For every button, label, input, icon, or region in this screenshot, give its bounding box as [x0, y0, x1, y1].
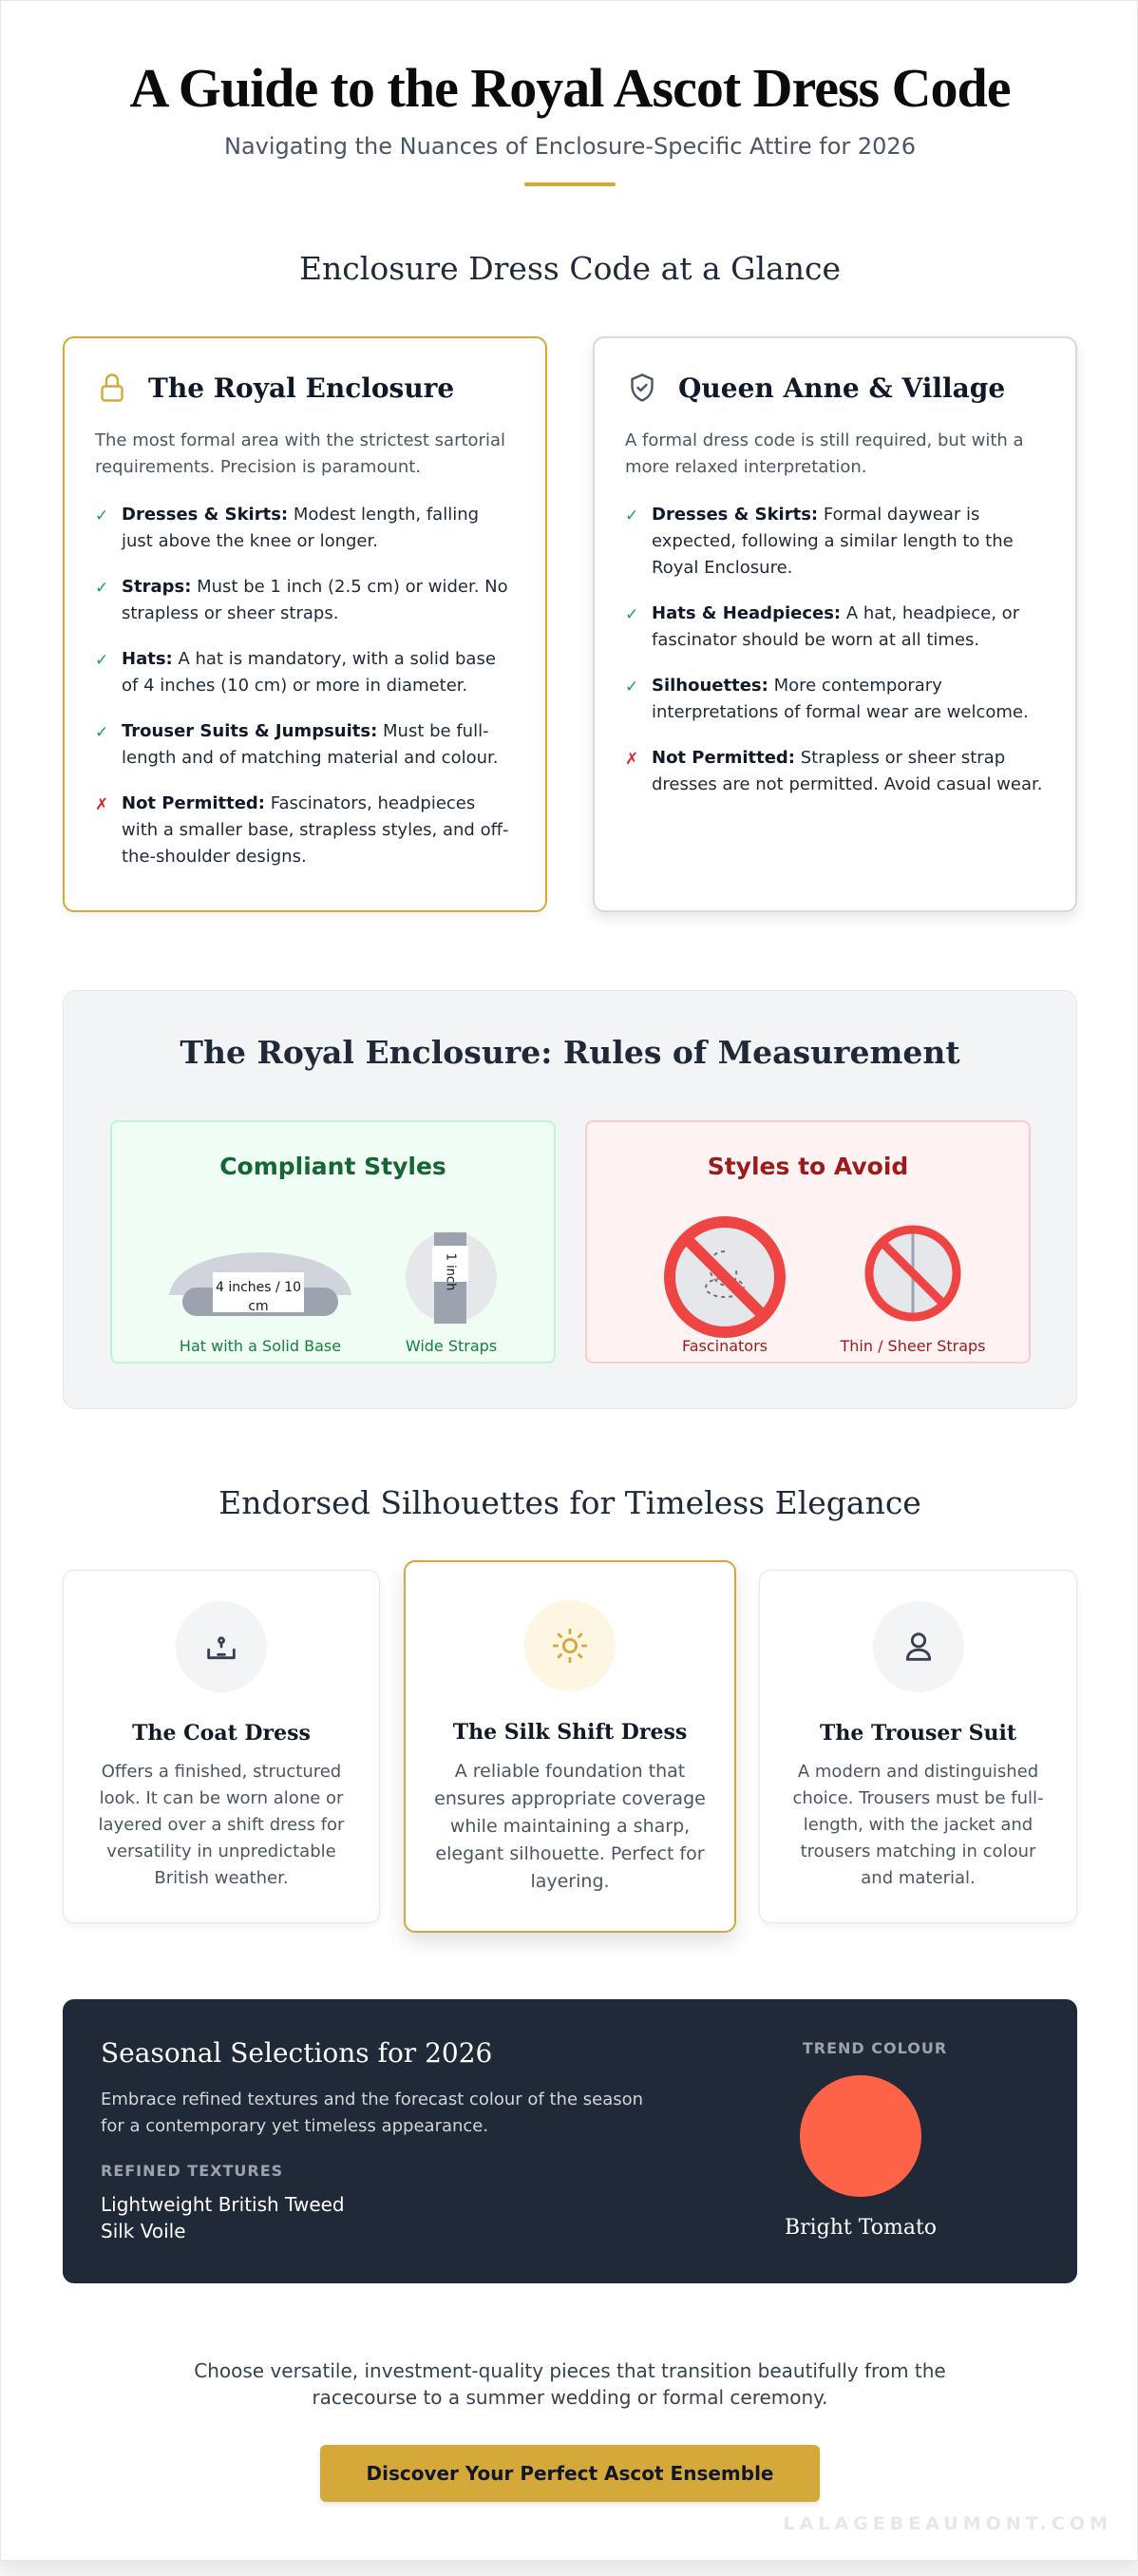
rule-label: Silhouettes: [652, 676, 768, 696]
shield-check-icon [625, 371, 659, 405]
rule-text [122, 718, 515, 772]
silhouettes-section-title: Endorsed Silhouettes for Timeless Elegance [218, 1484, 921, 1521]
thin-strap-prohibited-icon [863, 1223, 963, 1324]
rule-text [652, 502, 1045, 582]
trend-colour-name: Bright Tomato [784, 2216, 938, 2240]
check-icon: ✓ [625, 506, 639, 525]
check-icon: ✓ [625, 605, 639, 624]
rule-text [122, 646, 515, 699]
royal-enclosure-card [63, 336, 547, 912]
styles-to-avoid-title: Styles to Avoid [707, 1153, 909, 1180]
silk-shift-dress-card [404, 1560, 736, 1933]
rule-label: Dresses & Skirts: [652, 505, 819, 525]
queen-anne-description: A formal dress code is still required, but with a more relaxed interpretation. [625, 430, 1024, 477]
rule-text [652, 673, 1045, 726]
page-subtitle: Navigating the Nuances of Enclosure-Specific Attire for 2026 [224, 133, 916, 160]
rule-text [122, 791, 515, 870]
compliant-styles-panel [110, 1120, 556, 1364]
silk-shift-dress-title: The Silk Shift Dress [452, 1720, 688, 1745]
queen-anne-title: Queen Anne & Village [678, 372, 1006, 404]
thin-straps-caption: Thin / Sheer Straps [840, 1337, 986, 1355]
rule-detail: Modest length, falling just above the knee or longer. [122, 505, 480, 551]
rule-item [95, 646, 515, 699]
rule-label: Trouser Suits & Jumpsuits: [122, 721, 378, 741]
person-icon [873, 1601, 964, 1692]
rule-label: Hats & Headpieces: [652, 603, 842, 623]
rule-item [625, 745, 1045, 798]
closing-text: Choose versatile, investment-quality pieces that transition beautifully from the racecourse to a summer wedding or formal ceremony. [194, 2359, 946, 2409]
wide-straps-caption: Wide Straps [405, 1337, 498, 1355]
check-icon: ✓ [625, 677, 639, 696]
rule-label: Straps: [122, 577, 192, 597]
cross-icon: ✗ [95, 795, 109, 814]
texture-item: Silk Voile [101, 2220, 186, 2242]
lock-icon [95, 371, 129, 405]
brand-wordmark: LALAGEBEAUMONT.COM [783, 2513, 1112, 2534]
trouser-suit-title: The Trouser Suit [819, 1721, 1017, 1746]
page-title: A Guide to the Royal Ascot Dress Code [129, 57, 1011, 119]
royal-enclosure-rules [95, 502, 515, 870]
measurement-section [63, 990, 1077, 1409]
coat-dress-title: The Coat Dress [132, 1721, 311, 1746]
check-icon: ✓ [95, 723, 109, 742]
rule-text [652, 601, 1045, 654]
coat-dress-description: Offers a finished, structured look. It can be worn alone or layered over a shift dress for versatility in unpredictable British weather. [98, 1762, 345, 1888]
check-icon: ✓ [95, 651, 109, 670]
rule-item [625, 502, 1045, 582]
rule-text [122, 574, 515, 627]
rule-detail: Fascinators, headpieces with a smaller base, strapless styles, and off-the-shoulder designs. [122, 793, 509, 867]
rule-detail: Must be full-length and of matching material and colour. [122, 721, 499, 768]
rule-detail: More contemporary interpretations of formal wear are welcome. [652, 676, 1029, 722]
textures-list [101, 2191, 345, 2244]
discover-ensemble-button[interactable]: Discover Your Perfect Ascot Ensemble [320, 2445, 820, 2502]
rule-item [95, 502, 515, 555]
compliant-styles-title: Compliant Styles [219, 1153, 446, 1180]
coat-dress-card [63, 1570, 380, 1923]
royal-enclosure-title: The Royal Enclosure [148, 372, 455, 404]
check-icon: ✓ [95, 506, 109, 525]
trouser-suit-card [759, 1570, 1077, 1923]
rule-item [95, 791, 515, 870]
sun-icon [524, 1600, 616, 1691]
queen-anne-card [593, 336, 1077, 912]
fascinators-caption: Fascinators [681, 1337, 768, 1355]
rule-item [625, 601, 1045, 654]
rule-detail: Must be 1 inch (2.5 cm) or wider. No strapless or sheer straps. [122, 577, 508, 623]
texture-item: Lightweight British Tweed [101, 2193, 345, 2216]
rule-item [95, 718, 515, 772]
gold-divider [524, 182, 616, 186]
rule-text [652, 745, 1045, 798]
seasonal-description: Embrace refined textures and the forecast colour of the season for a contemporary yet timeless appearance. [101, 2089, 644, 2136]
seasonal-title: Seasonal Selections for 2026 [101, 2037, 493, 2069]
cross-icon: ✗ [625, 750, 639, 769]
hat-measure-label: 4 inches / 10 cm [215, 1280, 302, 1314]
styles-to-avoid-panel [585, 1120, 1031, 1364]
silk-shift-dress-description: A reliable foundation that ensures appropriate coverage while maintaining a sharp, elegant silhouette. Perfect for layering. [434, 1761, 706, 1892]
royal-enclosure-description: The most formal area with the strictest sartorial requirements. Precision is paramount. [95, 430, 505, 477]
hat-solid-base-caption: Hat with a Solid Base [179, 1337, 342, 1355]
glance-section-title: Enclosure Dress Code at a Glance [298, 250, 842, 287]
strap-measure-label: 1 inch [443, 1252, 458, 1291]
fascinator-prohibited-icon [661, 1213, 788, 1341]
rule-detail: Strapless or sheer strap dresses are not permitted. Avoid casual wear. [652, 748, 1043, 794]
check-icon: ✓ [95, 579, 109, 598]
rule-label: Dresses & Skirts: [122, 505, 289, 525]
measurement-title: The Royal Enclosure: Rules of Measurement [180, 1034, 960, 1071]
rule-item [95, 574, 515, 627]
rule-text [122, 502, 515, 555]
rule-item [625, 673, 1045, 726]
rule-label: Hats: [122, 649, 173, 669]
trouser-suit-description: A modern and distinguished choice. Trousers must be full-length, with the jacket and trousers matching in colour and material. [792, 1762, 1044, 1888]
rule-detail: Formal daywear is expected, following a similar length to the Royal Enclosure. [652, 505, 1014, 578]
coat-hanger-icon [176, 1601, 267, 1692]
rule-detail: A hat, headpiece, or fascinator should be worn at all times. [652, 603, 1020, 650]
rule-label: Not Permitted: [652, 748, 796, 768]
hero-header [1, 56, 1138, 186]
queen-anne-rules [625, 502, 1045, 798]
trend-colour-label: TREND COLOUR [802, 2039, 948, 2057]
rule-label: Not Permitted: [122, 793, 266, 813]
refined-textures-label: REFINED TEXTURES [101, 2162, 284, 2180]
seasonal-selections-panel [63, 1999, 1077, 2283]
trend-colour-swatch [800, 2075, 921, 2197]
rule-detail: A hat is mandatory, with a solid base of 4 inches (10 cm) or more in diameter. [122, 649, 496, 696]
